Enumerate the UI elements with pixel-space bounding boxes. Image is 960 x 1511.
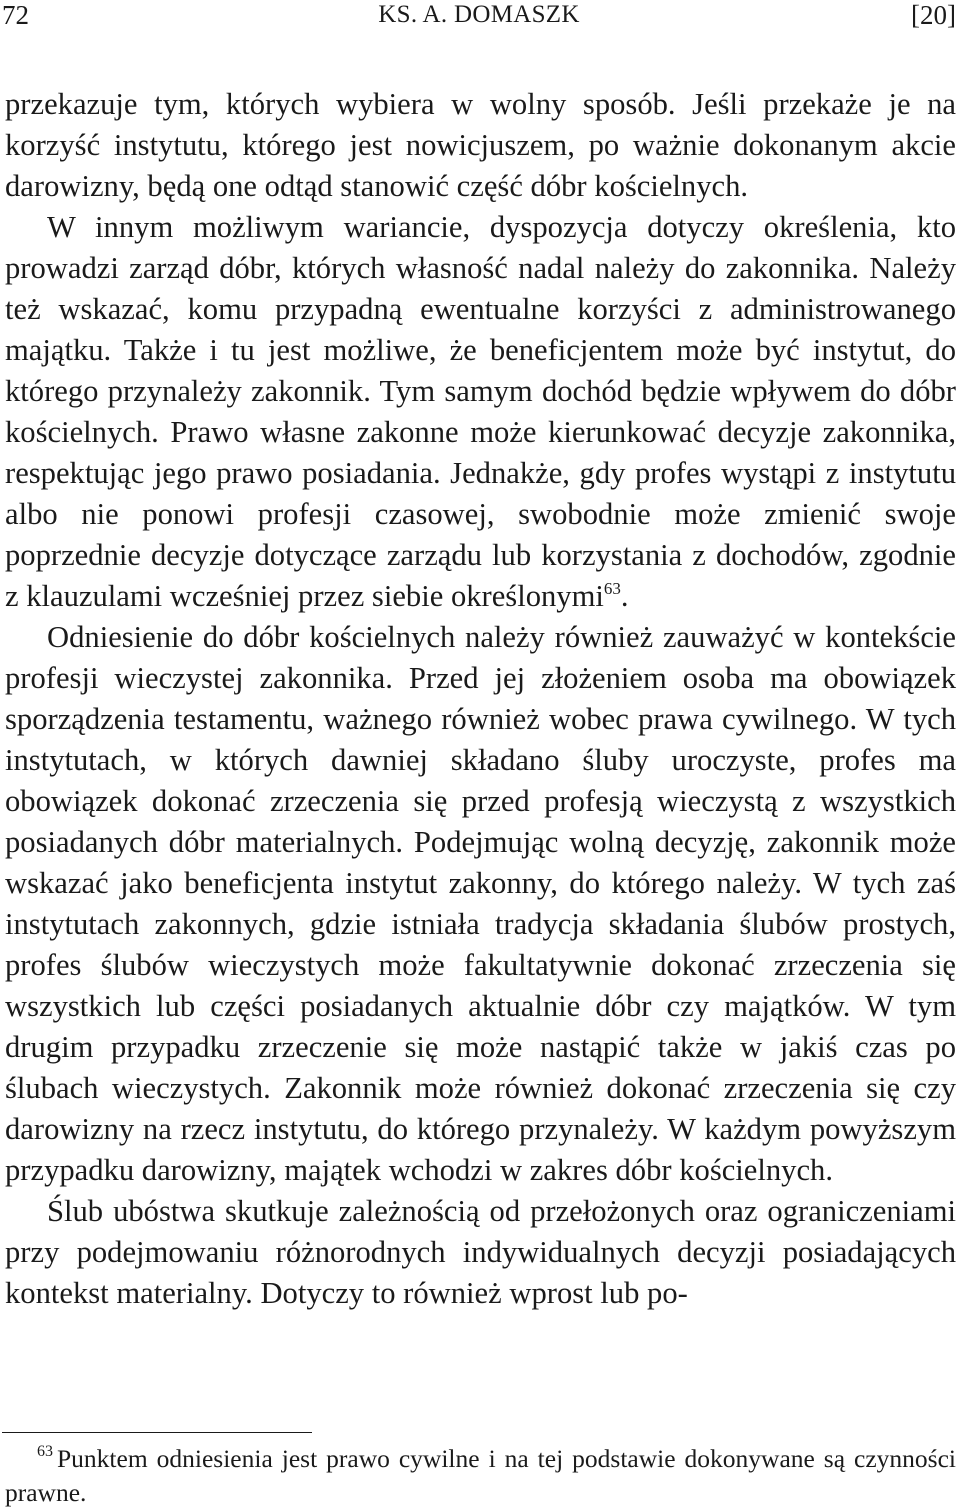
paragraph-3: Odniesienie do dóbr kościelnych należy również zauważyć w kontekście profesji wieczystej zakonnika. Przed jej złożeniem osoba ma obowiązek sporządzenia testamentu, ważnego również wobec prawa cywilnego. W tych instytutach, w których dawniej składano śluby uroczyste, profes ma obowiązek dokonać zrzeczenia się przed profesją wieczystą z wszystkich posiadanych dóbr materialnych. Podejmując wolną decyzję, zakonnik może wskazać jako beneficjenta instytut zakonny, do którego należy. W tych zaś instytutach zakonnych, gdzie istniała tradycja składania ślubów prostych, profes ślubów wieczystych może fakultatywnie dokonać zrzeczenia się wszystkich lub części posiadanych aktualnie dóbr czy majątków. W tym drugim przypadku zrzeczenie się może nastąpić także w jakiś czas po ślubach wieczystych. Zakonnik może również dokonać zrzeczenia się czy darowizny na rzecz instytutu, do którego przynależy. W każdym powyższym przypadku darowizny, majątek wchodzi w zakres dóbr kościelnych. (5, 620, 956, 1187)
footnote-number: 63 (37, 1443, 53, 1460)
paragraph-2 (5, 207, 956, 617)
section-number: [20] (911, 0, 956, 30)
paragraph-2-end: . (620, 579, 629, 613)
footnote-separator (2, 1432, 312, 1433)
body-text (5, 84, 956, 1314)
footnote (5, 1442, 956, 1510)
paragraph-4: Ślub ubóstwa skutkuje zależnością od przełożonych oraz ograniczeniami przy podejmowaniu różnorodnych indywidualnych decyzji posiadających kontekst materialny. Dotyczy to również wprost lub po- (5, 1194, 956, 1310)
running-head (2, 0, 956, 38)
page-number: 72 (2, 0, 29, 30)
paragraph-1: przekazuje tym, których wybiera w wolny sposób. Jeśli przekaże je na korzyść instytutu, którego jest nowicjuszem, po ważnie dokonanym akcie darowizny, będą one odtąd stanowić część dóbr kościelnych. (5, 87, 956, 203)
running-head-author: KS. A. DOMASZK (378, 1, 580, 28)
footnote-reference[interactable]: 63 (603, 579, 621, 598)
paragraph-2-text: W innym możliwym wariancie, dyspozycja dotyczy określenia, kto prowadzi zarząd dóbr, których własność nadal należy do zakonnika. Należy też wskazać, komu przypadną ewentualne korzyści z administrowanego majątku. Także i tu jest możliwe, że beneficjentem może być instytut, do którego przynależy zakonnik. Tym samym dochód będzie wpływem do dóbr kościelnych. Prawo własne zakonne może kierunkować decyzje zakonnika, respektując jego prawo posiadania. Jednakże, gdy profes wystąpi z instytutu albo nie ponowi profesji czasowej, swobodnie może zmienić swoje poprzednie decyzje dotyczące zarządu lub korzystania z dochodów, zgodnie z klauzulami wcześniej przez siebie określonymi (5, 210, 956, 613)
footnote-text: Punktem odniesienia jest prawo cywilne i na tej podstawie dokonywane są czynności prawne. (5, 1444, 956, 1507)
